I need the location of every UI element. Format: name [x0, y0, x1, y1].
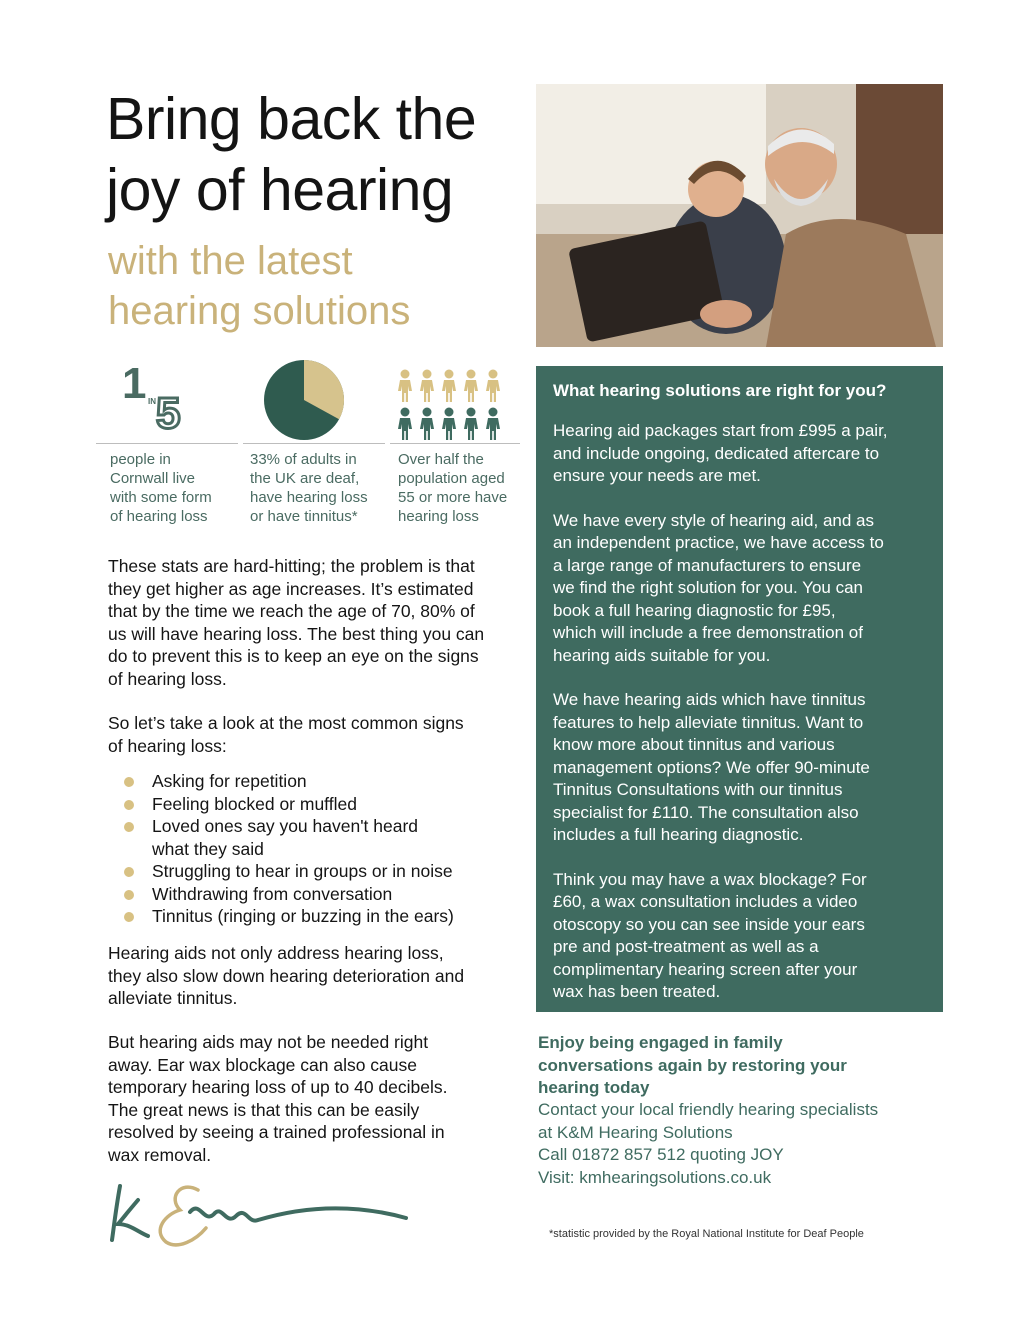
text-line: hearing aids suitable for you. [553, 645, 771, 665]
text-line: features to help alleviate tinnitus. Want to [553, 712, 864, 732]
text-line: Feeling blocked or muffled [152, 793, 357, 814]
person-icon [464, 370, 478, 403]
stat-line: population aged [398, 470, 505, 487]
text-line: £60, a wax consultation includes a video [553, 892, 858, 911]
text-line: hearing today [538, 1078, 650, 1097]
contact-line: at K&M Hearing Solutions [538, 1122, 733, 1142]
text-line: Hearing aids not only address hearing loss, [108, 943, 444, 963]
stat-pie-chart [259, 360, 349, 444]
hearing-aids-paragraph [108, 942, 528, 1010]
text-line: they get higher as age increases. It’s estimated [108, 578, 474, 599]
text-line: Think you may have a wax blockage? For [553, 869, 867, 889]
text-line: ensure your needs are met. [553, 466, 761, 485]
text-line: conversations again by restoring your [538, 1055, 847, 1075]
list-item [108, 860, 528, 883]
stat-figure-one: 1 [122, 359, 147, 408]
stat-figure-five: 5 [156, 389, 181, 438]
panel-paragraph-tinnitus [553, 689, 933, 847]
stat-line: have hearing loss [250, 489, 368, 506]
intro-paragraph [108, 555, 528, 690]
stat-line: Over half the [398, 451, 484, 468]
stat-33-percent-text [250, 450, 390, 526]
panel-paragraph-styles [553, 510, 933, 668]
text-line: otoscopy so you can see inside your ears [553, 914, 865, 934]
stat-divider-3 [390, 443, 520, 444]
stat-line: Cornwall live [110, 470, 196, 487]
text-line: Tinnitus Consultations with our tinnitus [553, 780, 843, 799]
text-line: We have every style of hearing aid, and as [553, 510, 874, 530]
person-icon [464, 408, 478, 441]
person-icon [442, 408, 456, 441]
text-line: alleviate tinnitus. [108, 988, 238, 1008]
text-line: Withdrawing from conversation [152, 883, 393, 904]
bullet-dot-icon [124, 800, 134, 810]
text-line: management options? We offer 90-minute [553, 757, 870, 777]
stat-line: 55 or more have [398, 489, 508, 506]
text-line: we find the right solution for you. You can [553, 578, 863, 597]
text-line: and include ongoing, dedicated aftercare to [553, 443, 880, 463]
text-line: away. Ear wax blockage can also cause [108, 1054, 418, 1075]
bullet-dot-icon [124, 777, 134, 787]
stat-line: 33% of adults in [250, 451, 357, 468]
stat-divider-1 [96, 443, 238, 444]
text-line: Hearing aid packages start from £995 a pair, [553, 421, 888, 440]
headline-line-2: joy of hearing [106, 157, 454, 223]
cta-heading [538, 1032, 938, 1100]
person-icon [398, 370, 412, 403]
person-icon [486, 370, 500, 403]
stat-divider-2 [243, 443, 385, 444]
text-line: a large range of manufacturers to ensure [553, 555, 862, 575]
text-line: We have hearing aids which have tinnitus [553, 690, 866, 709]
stat-one-in-five-figure [112, 359, 202, 440]
text-line: includes a full hearing diagnostic. [553, 825, 804, 844]
hero-photo [536, 84, 943, 347]
text-line: which will include a free demonstration of [553, 623, 863, 642]
person-icon [420, 370, 434, 403]
person-icon [486, 408, 500, 441]
text-line: wax removal. [108, 1144, 212, 1165]
phone-line[interactable]: Call 01872 857 512 quoting JOY [538, 1145, 784, 1164]
solutions-panel [536, 366, 943, 1012]
text-line: wax has been treated. [553, 982, 721, 1001]
grandfather-and-child-reading-illustration [536, 84, 943, 347]
list-item [108, 883, 528, 906]
text-line: complimentary hearing screen after your [553, 959, 858, 979]
list-item [108, 770, 528, 793]
text-line: do to prevent this is to keep an eye on the signs [108, 646, 479, 666]
km-logo [108, 1178, 413, 1253]
signs-intro-paragraph [108, 712, 528, 757]
stat-one-in-five-text [110, 450, 240, 526]
text-line: Loved ones say you haven't heard [152, 816, 419, 836]
stat-line: or have tinnitus* [250, 508, 358, 525]
stat-over-half-text [398, 450, 528, 526]
text-line: So let’s take a look at the most common signs [108, 713, 464, 733]
text-line: know more about tinnitus and various [553, 735, 835, 754]
text-line: an independent practice, we have access to [553, 533, 884, 552]
text-line: Enjoy being engaged in family [538, 1033, 783, 1052]
signs-list [108, 770, 528, 928]
text-line: specialist for £110. The consultation also [553, 802, 859, 822]
subheadline [108, 236, 528, 336]
wax-paragraph [108, 1031, 528, 1166]
contact-line: Contact your local friendly hearing specialists [538, 1100, 879, 1119]
stat-line: people in [110, 451, 171, 468]
stat-line: of hearing loss [110, 508, 208, 525]
person-icon [420, 408, 434, 441]
headline-line-1: Bring back the [106, 86, 477, 152]
text-line: But hearing aids may not be needed right [108, 1032, 429, 1052]
panel-paragraph-packages [553, 420, 933, 488]
bullet-dot-icon [124, 912, 134, 922]
contact-details [538, 1099, 938, 1189]
panel-paragraph-wax [553, 869, 933, 1004]
text-line: us will have hearing loss. The best thing you can [108, 623, 485, 644]
text-line: resolved by seeing a trained professional in [108, 1122, 445, 1142]
text-line: Struggling to hear in groups or in noise [152, 861, 453, 881]
stat-line: hearing loss [398, 508, 479, 525]
stat-line: with some form [110, 489, 212, 506]
footnote: *statistic provided by the Royal National Institute for Deaf People [549, 1228, 864, 1240]
stat-figure-in: IN [148, 397, 156, 406]
list-item [108, 793, 528, 816]
panel-title: What hearing solutions are right for you? [553, 381, 887, 400]
stat-line: the UK are deaf, [250, 470, 360, 487]
text-line: Tinnitus (ringing or buzzing in the ears) [152, 906, 454, 926]
list-item [108, 815, 528, 860]
subheadline-line-1: with the latest [108, 239, 353, 283]
text-line: The great news is that this can be easily [108, 1099, 420, 1120]
text-line: they also slow down hearing deterioration and [108, 965, 465, 986]
text-line: temporary hearing loss of up to 40 decibels. [108, 1077, 448, 1097]
person-icon [442, 370, 456, 403]
text-line: Asking for repetition [152, 771, 307, 791]
headline [106, 84, 536, 226]
text-line: of hearing loss. [108, 668, 227, 689]
text-line: what they said [152, 838, 264, 859]
text-line: book a full hearing diagnostic for £95, [553, 600, 836, 620]
text-line: pre and post-treatment as well as a [553, 937, 819, 956]
text-line: that by the time we reach the age of 70, 80% of [108, 601, 475, 621]
text-line: of hearing loss: [108, 735, 227, 756]
stat-people-icons [395, 369, 507, 443]
bullet-dot-icon [124, 822, 134, 832]
person-icon [398, 408, 412, 441]
bullet-dot-icon [124, 867, 134, 877]
subheadline-line-2: hearing solutions [108, 289, 411, 333]
website-link[interactable]: Visit: kmhearingsolutions.co.uk [538, 1167, 772, 1187]
bullet-dot-icon [124, 890, 134, 900]
list-item [108, 905, 528, 928]
text-line: These stats are hard-hitting; the problem is that [108, 556, 475, 576]
